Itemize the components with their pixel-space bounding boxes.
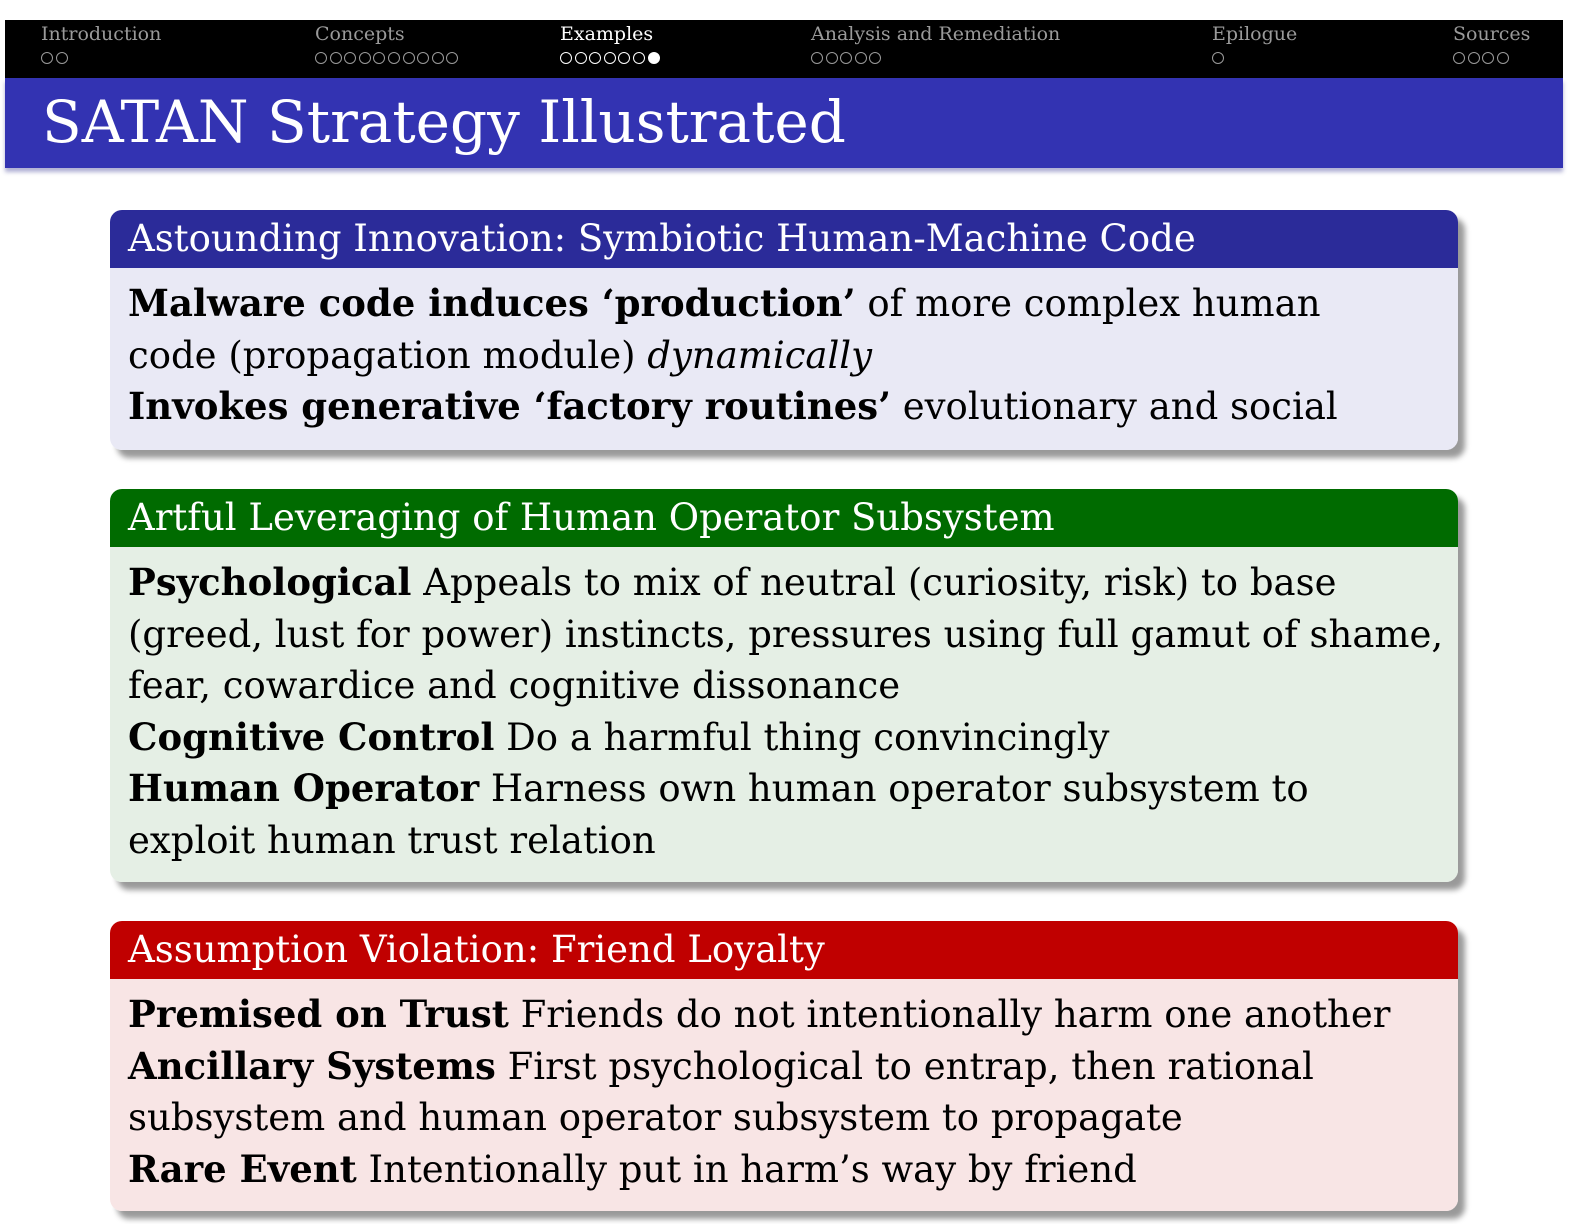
- nav-dot[interactable]: [1497, 52, 1509, 64]
- nav-dots: [560, 52, 662, 74]
- bold-term: Invokes generative ‘factory routines’: [128, 384, 891, 428]
- nav-dot[interactable]: [811, 52, 823, 64]
- assumption-block-body: [110, 979, 1458, 1211]
- nav-dots: [41, 52, 161, 74]
- text-line: [128, 712, 1440, 764]
- body-text: code (propagation module): [128, 333, 648, 377]
- nav-dots: [1453, 52, 1530, 74]
- bold-term: Rare Event: [128, 1146, 357, 1191]
- bold-term: Cognitive Control: [128, 714, 495, 759]
- nav-section-examples[interactable]: [560, 22, 662, 74]
- nav-dot[interactable]: [417, 52, 429, 64]
- nav-dot-current[interactable]: [648, 52, 660, 64]
- nav-section-analysis[interactable]: [811, 22, 1060, 74]
- nav-dot[interactable]: [604, 52, 616, 64]
- nav-dot[interactable]: [315, 52, 327, 64]
- nav-dot[interactable]: [633, 52, 645, 64]
- nav-dot[interactable]: [840, 52, 852, 64]
- body-text: Appeals to mix of neutral (curiosity, risk) to base: [411, 561, 1337, 604]
- nav-dot[interactable]: [373, 52, 385, 64]
- section-navigation: [5, 20, 1563, 78]
- nav-dot[interactable]: [1453, 52, 1465, 64]
- title-bar: [5, 78, 1563, 168]
- nav-dots: [1212, 52, 1297, 74]
- nav-section-label[interactable]: Epilogue: [1212, 23, 1298, 45]
- italic-text: dynamically: [647, 333, 873, 377]
- text-line: [128, 381, 1440, 433]
- body-text: of more complex human: [855, 282, 1321, 325]
- nav-dots: [315, 52, 461, 74]
- body-text: Intentionally put in harm’s way by friend: [356, 1147, 1137, 1191]
- nav-dot[interactable]: [330, 52, 342, 64]
- bold-term: Ancillary Systems: [128, 1043, 496, 1088]
- nav-dot[interactable]: [1468, 52, 1480, 64]
- nav-dot[interactable]: [56, 52, 68, 64]
- assumption-block: [110, 921, 1458, 1211]
- text-line: [128, 1041, 1440, 1093]
- bold-term: Premised on Trust: [128, 992, 509, 1036]
- nav-dot[interactable]: [1482, 52, 1494, 64]
- leveraging-block-heading: Artful Leveraging of Human Operator Subsystem: [110, 489, 1458, 547]
- nav-section-label[interactable]: Examples: [560, 23, 654, 45]
- text-line: [128, 330, 1440, 382]
- text-line: subsystem and human operator subsystem to propagate: [128, 1096, 1183, 1139]
- innovation-block: [110, 210, 1458, 450]
- nav-dot[interactable]: [575, 52, 587, 64]
- nav-section-concepts[interactable]: [315, 22, 461, 74]
- text-line: exploit human trust relation: [128, 818, 656, 862]
- nav-dot[interactable]: [560, 52, 572, 64]
- text-line: [128, 989, 1440, 1041]
- nav-dot[interactable]: [41, 52, 53, 64]
- nav-dot[interactable]: [869, 52, 881, 64]
- nav-section-label[interactable]: Sources: [1453, 23, 1531, 45]
- nav-dots: [811, 52, 1060, 74]
- bold-term: Malware code induces ‘production’: [128, 281, 856, 325]
- nav-dot[interactable]: [403, 52, 415, 64]
- bold-term: Human Operator: [128, 766, 480, 810]
- body-text: First psychological to entrap, then rational: [495, 1044, 1314, 1088]
- nav-section-label[interactable]: Analysis and Remediation: [811, 23, 1061, 45]
- text-line: fear, cowardice and cognitive dissonance: [128, 664, 901, 707]
- nav-dot[interactable]: [446, 52, 458, 64]
- text-line: [128, 557, 1440, 609]
- body-text: Do a harmful thing convincingly: [494, 715, 1110, 759]
- body-text: Friends do not intentionally harm one another: [508, 993, 1391, 1036]
- text-line: [128, 763, 1440, 815]
- nav-dot[interactable]: [855, 52, 867, 64]
- text-line: [128, 1144, 1440, 1196]
- body-text: evolutionary and social: [890, 385, 1338, 428]
- nav-dot[interactable]: [359, 52, 371, 64]
- nav-section-epilogue[interactable]: [1212, 22, 1297, 74]
- leveraging-block: [110, 489, 1458, 882]
- page-title: SATAN Strategy Illustrated: [42, 88, 846, 156]
- nav-section-label[interactable]: Concepts: [315, 23, 405, 45]
- bold-term: Psychological: [128, 560, 412, 604]
- nav-dot[interactable]: [1212, 52, 1224, 64]
- assumption-block-heading: Assumption Violation: Friend Loyalty: [110, 921, 1458, 979]
- innovation-block-heading: Astounding Innovation: Symbiotic Human-Machine Code: [110, 210, 1458, 268]
- nav-dot[interactable]: [432, 52, 444, 64]
- nav-dot[interactable]: [826, 52, 838, 64]
- innovation-block-body: [110, 268, 1458, 450]
- nav-dot[interactable]: [344, 52, 356, 64]
- leveraging-block-body: [110, 547, 1458, 882]
- body-text: Harness own human operator subsystem to: [479, 767, 1309, 810]
- nav-section-sources[interactable]: [1453, 22, 1530, 74]
- text-line: (greed, lust for power) instincts, pressures using full gamut of shame,: [128, 612, 1444, 656]
- nav-section-introduction[interactable]: [41, 22, 161, 74]
- text-line: [128, 278, 1440, 330]
- nav-dot[interactable]: [388, 52, 400, 64]
- nav-dot[interactable]: [618, 52, 630, 64]
- nav-dot[interactable]: [589, 52, 601, 64]
- nav-section-label[interactable]: Introduction: [41, 23, 162, 45]
